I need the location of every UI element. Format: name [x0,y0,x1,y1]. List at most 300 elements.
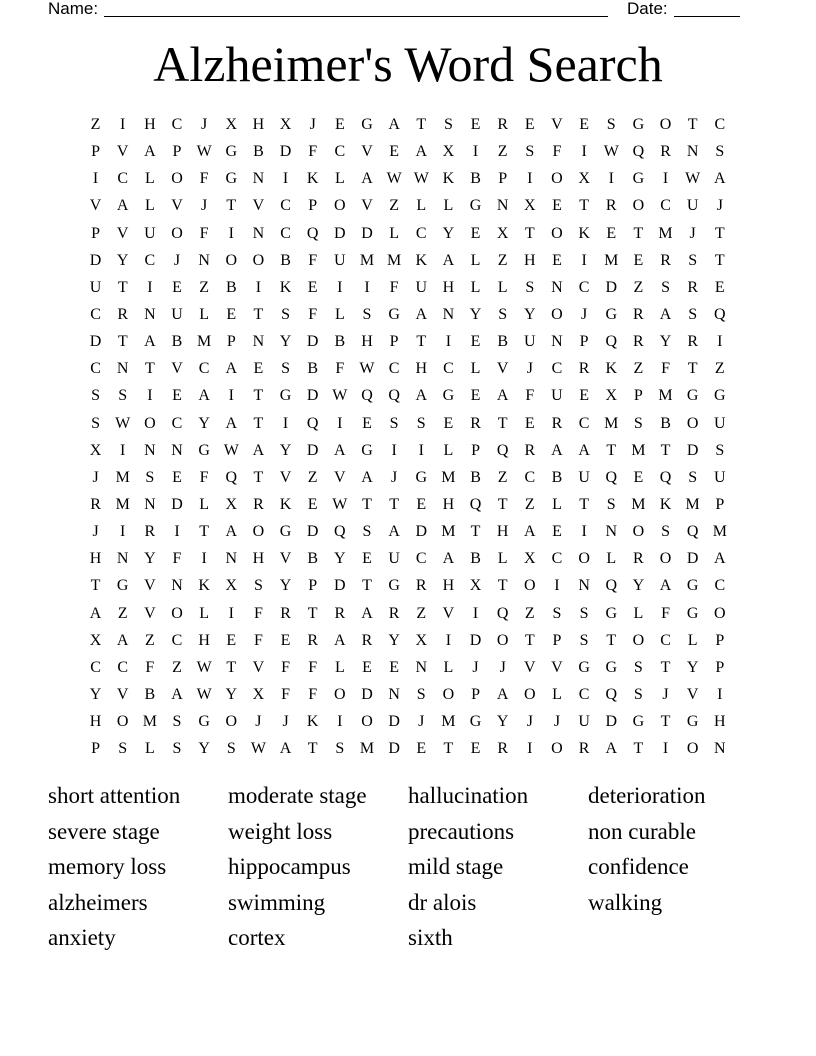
grid-letter: E [470,116,481,134]
grid-letter: O [524,686,536,704]
grid-letter: P [715,496,725,514]
grid-letter: S [416,414,426,432]
grid-letter: O [171,170,183,188]
grid-letter: V [442,604,455,622]
grid-letter: D [306,523,319,541]
grid-letter: I [472,143,479,161]
grid-row [82,518,734,545]
name-field-line[interactable] [104,16,608,17]
grid-letter: Q [496,441,509,459]
grid-letter: A [659,577,672,595]
grid-letter: J [255,713,262,731]
grid-letter: E [443,414,454,432]
grid-letter: K [279,278,292,296]
grid-letter: T [90,577,101,595]
word-list-item: cortex [228,925,286,951]
grid-letter: T [687,360,698,378]
grid-letter: M [631,496,646,514]
grid-letter: I [228,604,234,622]
grid-letter: S [688,251,698,269]
grid-letter: S [525,278,535,296]
grid-letter: I [581,143,587,161]
grid-letter: T [524,224,535,242]
grid-letter: T [579,496,589,514]
grid-letter: S [362,523,372,541]
grid-letter: F [253,604,263,622]
grid-letter: W [332,387,348,405]
grid-letter: I [527,740,533,758]
grid-letter: A [116,631,129,649]
grid-letter: F [308,143,318,161]
grid-letter: Z [497,251,508,269]
grid-letter: A [415,306,428,324]
grid-letter: G [469,713,482,731]
grid-letter: V [334,468,346,486]
grid-letter: P [579,333,589,351]
grid-letter: S [172,713,182,731]
grid-letter: L [470,360,481,378]
grid-letter: Z [90,116,101,134]
grid-letter: U [171,306,183,324]
grid-letter: X [225,496,238,514]
grid-letter: C [660,197,671,215]
grid-row [82,627,734,654]
grid-letter: L [552,686,562,704]
grid-letter: G [686,713,699,731]
grid-letter: G [442,387,455,405]
grid-letter: C [90,658,101,676]
grid-letter: N [415,658,428,676]
grid-letter: S [606,496,616,514]
grid-letter: M [604,414,619,432]
grid-letter: A [551,441,563,459]
grid-row [82,464,734,491]
grid-letter: N [714,740,726,758]
grid-letter: Q [334,523,346,541]
grid-letter: O [442,686,455,704]
grid-letter: C [524,468,536,486]
grid-letter: R [253,496,264,514]
grid-letter: Z [172,658,182,676]
grid-letter: A [388,116,400,134]
grid-letter: L [144,740,155,758]
grid-letter: L [334,658,345,676]
grid-letter: M [441,523,456,541]
word-list-item: severe stage [48,818,160,844]
grid-letter: M [658,387,673,405]
grid-letter: I [174,523,180,541]
grid-letter: N [252,333,265,351]
grid-letter: Q [388,387,400,405]
grid-letter: Z [199,278,210,296]
grid-letter: Q [659,468,672,486]
grid-letter: P [91,224,101,242]
grid-letter: N [496,197,509,215]
grid-letter: Y [279,577,292,595]
grid-letter: Y [469,306,482,324]
grid-letter: I [120,116,126,134]
grid-letter: L [334,306,345,324]
grid-letter: I [445,333,452,351]
grid-letter: A [361,604,373,622]
grid-letter: W [685,170,701,188]
grid-letter: R [280,604,291,622]
grid-letter: E [362,550,372,568]
grid-letter: A [524,523,536,541]
grid-letter: W [196,658,212,676]
grid-letter: C [171,631,183,649]
grid-letter: A [252,441,265,459]
grid-letter: I [282,170,289,188]
grid-letter: N [578,577,590,595]
grid-letter: R [660,251,671,269]
grid-letter: V [252,658,265,676]
page-title: Alzheimer's Word Search [153,36,663,92]
grid-letter: J [92,523,99,541]
grid-letter: S [525,143,535,161]
grid-letter: J [499,658,506,676]
grid-letter: Z [497,143,508,161]
grid-letter: I [581,251,587,269]
grid-letter: V [279,550,292,568]
grid-row [82,220,734,247]
grid-letter: V [496,360,509,378]
grid-letter: S [335,740,345,758]
grid-letter: M [441,468,456,486]
grid-letter: V [686,686,699,704]
grid-letter: Q [306,224,319,242]
grid-letter: D [388,740,400,758]
grid-letter: C [198,360,210,378]
grid-letter: G [605,604,618,622]
grid-letter: Z [633,360,644,378]
grid-letter: C [578,414,590,432]
grid-letter: S [389,414,399,432]
grid-letter: S [118,740,128,758]
word-list-item: hippocampus [228,854,351,880]
grid-letter: I [282,414,289,432]
grid-letter: X [225,577,238,595]
grid-letter: J [526,360,533,378]
grid-letter: E [253,360,264,378]
letter-grid [82,111,734,762]
grid-letter: Y [144,550,156,568]
word-list-item: dr alois [408,889,477,915]
grid-letter: M [387,251,402,269]
grid-letter: S [498,306,508,324]
grid-letter: D [89,333,102,351]
grid-row [82,355,734,382]
grid-letter: T [470,523,481,541]
grid-letter: G [714,387,726,405]
grid-letter: Y [116,251,129,269]
grid-letter: T [606,441,617,459]
grid-letter: W [603,143,619,161]
grid-letter: R [497,116,509,134]
grid-letter: G [632,170,645,188]
grid-letter: R [307,631,319,649]
grid-letter: X [225,116,238,134]
grid-letter: O [632,523,645,541]
grid-letter: T [362,496,372,514]
grid-letter: B [334,333,346,351]
grid-letter: I [147,387,153,405]
grid-letter: F [308,686,318,704]
grid-letter: F [661,360,670,378]
grid-letter: I [201,550,207,568]
grid-letter: B [470,170,481,188]
grid-letter: C [415,224,427,242]
grid-letter: B [253,143,264,161]
grid-row [82,382,734,409]
grid-letter: P [308,577,318,595]
grid-letter: S [91,387,101,405]
grid-letter: A [144,333,156,351]
grid-row [82,545,734,572]
grid-letter: P [389,333,399,351]
header [48,0,748,20]
grid-letter: I [92,170,99,188]
grid-letter: S [172,740,182,758]
grid-letter: H [415,360,428,378]
grid-letter: A [361,468,373,486]
grid-letter: N [388,686,400,704]
grid-letter: O [361,713,373,731]
grid-letter: C [551,360,563,378]
grid-letter: Y [198,740,210,758]
grid-letter: E [172,387,182,405]
grid-letter: C [171,414,183,432]
grid-letter: J [553,713,561,731]
grid-letter: A [225,414,238,432]
grid-letter: S [715,441,725,459]
grid-letter: K [306,170,319,188]
grid-letter: D [171,496,183,514]
grid-row [82,410,734,437]
grid-letter: E [226,631,237,649]
grid-letter: E [334,116,345,134]
grid-letter: O [659,116,672,134]
grid-letter: F [308,251,318,269]
grid-letter: T [199,523,210,541]
grid-letter: G [632,713,645,731]
grid-letter: G [605,658,618,676]
grid-letter: Z [416,604,427,622]
grid-letter: T [226,658,237,676]
grid-letter: V [116,143,129,161]
grid-letter: L [443,441,454,459]
grid-letter: K [306,713,319,731]
grid-letter: X [496,224,509,242]
grid-letter: A [279,740,292,758]
grid-letter: A [225,360,238,378]
grid-letter: K [659,496,672,514]
grid-letter: I [418,441,424,459]
grid-letter: X [415,631,428,649]
grid-letter: W [250,740,266,758]
grid-letter: V [116,686,129,704]
grid-letter: F [253,631,263,649]
grid-letter: I [662,170,669,188]
grid-letter: Y [442,224,455,242]
grid-letter: W [359,360,375,378]
grid-letter: R [144,523,156,541]
grid-letter: I [662,740,669,758]
grid-letter: B [660,414,671,432]
grid-letter: U [415,278,428,296]
grid-letter: Y [632,577,645,595]
grid-letter: T [362,577,372,595]
grid-letter: R [605,197,617,215]
grid-letter: N [198,251,210,269]
grid-letter: T [497,414,508,432]
grid-letter: E [633,468,644,486]
date-field-line[interactable] [674,16,740,17]
grid-letter: I [337,278,343,296]
grid-letter: M [115,496,130,514]
grid-letter: C [280,197,291,215]
grid-letter: E [416,496,427,514]
grid-letter: C [117,658,129,676]
grid-letter: U [686,197,699,215]
grid-letter: K [442,170,455,188]
grid-letter: L [199,496,210,514]
grid-letter: K [578,224,590,242]
grid-letter: Q [632,143,645,161]
grid-letter: F [308,306,318,324]
grid-letter: I [717,333,723,351]
grid-letter: T [117,278,128,296]
grid-letter: H [714,713,726,731]
grid-letter: M [142,713,157,731]
grid-letter: X [89,441,102,459]
grid-letter: G [279,523,292,541]
grid-letter: W [223,441,239,459]
grid-letter: D [686,550,699,568]
grid-row [82,165,734,192]
grid-letter: O [632,631,645,649]
grid-letter: C [334,143,346,161]
grid-letter: S [552,604,562,622]
grid-letter: K [198,577,210,595]
grid-letter: A [415,387,428,405]
grid-letter: S [715,143,725,161]
grid-letter: T [714,224,725,242]
grid-letter: O [225,713,238,731]
grid-letter: G [632,116,645,134]
grid-letter: L [199,306,210,324]
word-list-item: short attention [48,783,181,808]
grid-letter: V [171,360,183,378]
grid-letter: V [524,658,536,676]
grid-letter: O [171,224,183,242]
grid-letter: C [117,170,129,188]
grid-letter: W [413,170,429,188]
grid-letter: D [361,224,373,242]
grid-letter: F [389,278,399,296]
grid-letter: V [252,197,265,215]
grid-letter: V [89,197,102,215]
grid-letter: A [116,197,129,215]
grid-letter: S [661,523,670,541]
grid-row [82,138,734,165]
grid-letter: Y [89,686,102,704]
word-list-item: hallucination [408,783,529,808]
grid-letter: L [144,170,155,188]
grid-letter: S [91,414,101,432]
word-list-item: precautions [408,818,515,844]
grid-letter: F [281,658,290,676]
grid-letter: I [581,523,587,541]
grid-letter: K [415,251,428,269]
grid-letter: L [443,197,454,215]
grid-letter: Z [389,197,399,215]
grid-letter: M [197,333,212,351]
grid-letter: O [551,224,563,242]
grid-letter: F [281,686,290,704]
grid-letter: F [172,550,182,568]
grid-letter: O [578,550,590,568]
grid-letter: A [415,143,428,161]
grid-letter: Q [361,387,373,405]
grid-letter: Z [714,360,725,378]
grid-letter: T [307,604,318,622]
grid-letter: Y [198,414,210,432]
grid-letter: C [714,577,726,595]
grid-letter: K [605,360,618,378]
grid-letter: A [171,686,183,704]
grid-letter: V [144,577,156,595]
grid-letter: L [334,170,345,188]
grid-letter: I [120,441,126,459]
grid-letter: T [226,197,237,215]
grid-letter: T [714,251,725,269]
grid-letter: X [524,197,536,215]
grid-letter: E [362,658,372,676]
grid-letter: M [115,468,130,486]
grid-letter: N [252,170,265,188]
grid-letter: E [307,496,318,514]
grid-letter: O [524,577,536,595]
grid-letter: T [497,577,508,595]
grid-letter: J [662,686,669,704]
grid-letter: A [605,740,618,758]
grid-letter: D [686,441,699,459]
grid-letter: P [308,197,318,215]
grid-letter: X [442,143,455,161]
grid-letter: O [714,604,726,622]
grid-letter: U [89,278,102,296]
grid-letter: P [471,441,480,459]
grid-letter: A [89,604,102,622]
grid-letter: E [606,224,617,242]
grid-letter: T [660,713,671,731]
grid-letter: S [253,577,263,595]
grid-letter: N [171,441,183,459]
grid-letter: T [144,360,155,378]
grid-letter: L [470,251,481,269]
grid-letter: O [551,170,563,188]
grid-letter: F [145,658,155,676]
grid-letter: T [579,197,589,215]
grid-letter: A [714,550,726,568]
grid-letter: G [198,441,210,459]
grid-letter: Z [117,604,128,622]
grid-letter: C [171,116,183,134]
grid-letter: D [306,387,319,405]
grid-row [82,111,734,138]
grid-letter: C [90,306,101,324]
